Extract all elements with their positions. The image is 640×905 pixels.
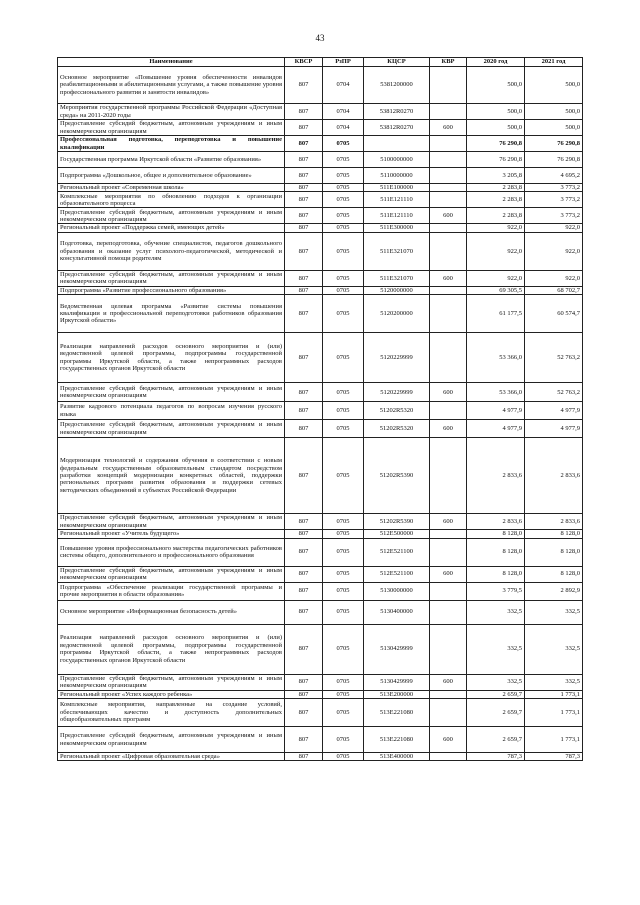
cell-2021: 332,5 <box>525 600 583 624</box>
cell-2021: 332,5 <box>525 674 583 690</box>
cell-rzpr: 0705 <box>323 224 364 232</box>
cell-name: Реализация направлений расходов основного мероприятия и (или) ведомственной целевой программы, подпрограммы государственной программы Иркутской области, а также непрограммных расходов государственных органов Иркутской области <box>58 333 285 383</box>
cell-kvr: 600 <box>430 120 467 136</box>
cell-rzpr: 0705 <box>323 514 364 530</box>
cell-rzpr: 0705 <box>323 232 364 270</box>
cell-rzpr: 0705 <box>323 582 364 600</box>
cell-2021: 3 773,2 <box>525 184 583 192</box>
cell-2021: 500,0 <box>525 67 583 104</box>
cell-kvr <box>430 184 467 192</box>
cell-kvr: 600 <box>430 208 467 224</box>
cell-2020: 2 283,8 <box>467 208 525 224</box>
cell-rzpr: 0705 <box>323 538 364 566</box>
cell-rzpr: 0705 <box>323 168 364 184</box>
cell-2020: 500,0 <box>467 67 525 104</box>
cell-rzpr: 0705 <box>323 674 364 690</box>
cell-2021: 922,0 <box>525 224 583 232</box>
cell-kvsr: 807 <box>285 514 323 530</box>
cell-kvr <box>430 192 467 208</box>
cell-2020: 332,5 <box>467 674 525 690</box>
cell-rzpr: 0705 <box>323 270 364 286</box>
cell-2021: 922,0 <box>525 232 583 270</box>
cell-kvsr: 807 <box>285 224 323 232</box>
cell-kvsr: 807 <box>285 232 323 270</box>
cell-name: Мероприятия государственной программы Российской Федерации «Доступная среда» на 2011-2020 годы <box>58 104 285 120</box>
cell-kcsr: 53812R0270 <box>364 104 430 120</box>
cell-rzpr: 0705 <box>323 402 364 420</box>
cell-kvsr: 807 <box>285 184 323 192</box>
cell-2021: 1 773,1 <box>525 699 583 727</box>
cell-rzpr: 0705 <box>323 566 364 582</box>
table-row <box>58 538 583 566</box>
cell-rzpr: 0705 <box>323 530 364 538</box>
table-row <box>58 120 583 136</box>
cell-kvsr: 807 <box>285 624 323 674</box>
cell-kcsr: 513E221080 <box>364 699 430 727</box>
cell-name: Региональный проект «Поддержка семей, имеющих детей» <box>58 224 285 232</box>
table-row <box>58 136 583 152</box>
cell-rzpr: 0705 <box>323 383 364 402</box>
cell-rzpr: 0704 <box>323 120 364 136</box>
header-2020: 2020 год <box>467 58 525 67</box>
table-row <box>58 530 583 538</box>
cell-kvr <box>430 67 467 104</box>
cell-kvsr: 807 <box>285 530 323 538</box>
cell-kvsr: 807 <box>285 136 323 152</box>
cell-kvsr: 807 <box>285 192 323 208</box>
cell-rzpr: 0705 <box>323 152 364 168</box>
table-row <box>58 270 583 286</box>
cell-kvsr: 807 <box>285 690 323 698</box>
cell-2020: 53 366,0 <box>467 383 525 402</box>
cell-kvr <box>430 168 467 184</box>
cell-2020: 8 128,0 <box>467 566 525 582</box>
table-row <box>58 208 583 224</box>
cell-kvr: 600 <box>430 566 467 582</box>
cell-2020: 53 366,0 <box>467 333 525 383</box>
cell-2020: 2 659,7 <box>467 727 525 753</box>
cell-2020: 76 290,8 <box>467 152 525 168</box>
cell-kcsr: 5120229999 <box>364 383 430 402</box>
cell-kcsr: 5120000000 <box>364 286 430 294</box>
cell-2021: 68 702,7 <box>525 286 583 294</box>
cell-2020: 500,0 <box>467 120 525 136</box>
cell-kcsr: 512E521100 <box>364 538 430 566</box>
cell-kcsr: 511E100000 <box>364 184 430 192</box>
cell-2021: 500,0 <box>525 104 583 120</box>
cell-2020: 2 283,8 <box>467 192 525 208</box>
cell-kcsr: 512E521100 <box>364 566 430 582</box>
cell-rzpr: 0705 <box>323 690 364 698</box>
cell-kvsr: 807 <box>285 600 323 624</box>
cell-kcsr: 5130429999 <box>364 674 430 690</box>
cell-kvr: 600 <box>430 674 467 690</box>
cell-name: Подготовка, переподготовка, обучение специалистов, педагогов дошкольного образования и оказание услуг психолого-педагогической, методической и консультативной помощи родителям <box>58 232 285 270</box>
cell-kvsr: 807 <box>285 104 323 120</box>
cell-2020: 787,3 <box>467 753 525 761</box>
cell-kcsr: 511E321070 <box>364 270 430 286</box>
cell-kvsr: 807 <box>285 727 323 753</box>
cell-name: Предоставление субсидий бюджетным, автономным учреждениям и иным некоммерческим организациям <box>58 420 285 438</box>
table-row <box>58 286 583 294</box>
cell-name: Подпрограмма «Развитие профессионального образования» <box>58 286 285 294</box>
cell-2021: 1 773,1 <box>525 727 583 753</box>
header-rzpr: РзПР <box>323 58 364 67</box>
cell-kcsr: 53812R0270 <box>364 120 430 136</box>
cell-kvsr: 807 <box>285 208 323 224</box>
cell-name: Реализация направлений расходов основного мероприятия и (или) ведомственной целевой программы, подпрограммы государственной программы Иркутской области, а также непрограммных расходов государственных органов Иркутской области <box>58 624 285 674</box>
cell-name: Региональный проект «Учитель будущего» <box>58 530 285 538</box>
cell-name: Профессиональная подготовка, переподготовка и повышение квалификации <box>58 136 285 152</box>
table-row <box>58 566 583 582</box>
cell-2020: 2 283,8 <box>467 184 525 192</box>
cell-kvr <box>430 402 467 420</box>
cell-2020: 2 833,6 <box>467 438 525 514</box>
cell-name: Региональный проект «Современная школа» <box>58 184 285 192</box>
cell-name: Предоставление субсидий бюджетным, автономным учреждениям и иным некоммерческим организациям <box>58 727 285 753</box>
table-row <box>58 582 583 600</box>
cell-2020: 4 977,9 <box>467 402 525 420</box>
header-name: Наименование <box>58 58 285 67</box>
cell-2021: 922,0 <box>525 270 583 286</box>
cell-2020: 922,0 <box>467 224 525 232</box>
cell-kvsr: 807 <box>285 582 323 600</box>
cell-name: Основное мероприятие «Информационная безопасность детей» <box>58 600 285 624</box>
cell-2021: 4 977,9 <box>525 420 583 438</box>
table-row <box>58 727 583 753</box>
cell-name: Предоставление субсидий бюджетным, автономным учреждениям и иным некоммерческим организациям <box>58 514 285 530</box>
cell-kcsr: 5130400000 <box>364 600 430 624</box>
cell-rzpr: 0704 <box>323 67 364 104</box>
table-row <box>58 690 583 698</box>
cell-rzpr: 0705 <box>323 333 364 383</box>
cell-2020: 922,0 <box>467 232 525 270</box>
cell-2020: 8 128,0 <box>467 538 525 566</box>
table-row <box>58 438 583 514</box>
table-row <box>58 152 583 168</box>
cell-name: Основное мероприятие «Повышение уровня обеспеченности инвалидов реабилитационными и абилитационными услугами, а также повышение уровня профессионального развития и занятости инвалидов» <box>58 67 285 104</box>
cell-name: Предоставление субсидий бюджетным, автономным учреждениям и иным некоммерческим организациям <box>58 674 285 690</box>
cell-2020: 69 305,5 <box>467 286 525 294</box>
cell-kvsr: 807 <box>285 438 323 514</box>
cell-kcsr: 5120229999 <box>364 333 430 383</box>
cell-2021: 76 290,8 <box>525 136 583 152</box>
cell-kvr <box>430 699 467 727</box>
cell-kcsr <box>364 136 430 152</box>
cell-kcsr: 5100000000 <box>364 152 430 168</box>
cell-kvsr: 807 <box>285 67 323 104</box>
table-row <box>58 104 583 120</box>
cell-kcsr: 513E221080 <box>364 727 430 753</box>
table-row <box>58 699 583 727</box>
cell-2021: 787,3 <box>525 753 583 761</box>
cell-kvr <box>430 152 467 168</box>
cell-kcsr: 511E300000 <box>364 224 430 232</box>
cell-kcsr: 5110000000 <box>364 168 430 184</box>
table-row <box>58 753 583 761</box>
cell-kvr <box>430 600 467 624</box>
table-row <box>58 402 583 420</box>
cell-name: Подпрограмма «Дошкольное, общее и дополнительное образование» <box>58 168 285 184</box>
cell-kvr <box>430 690 467 698</box>
cell-kvr <box>430 438 467 514</box>
table-row <box>58 333 583 383</box>
cell-rzpr: 0705 <box>323 753 364 761</box>
cell-kvsr: 807 <box>285 402 323 420</box>
header-kvsr: КВСР <box>285 58 323 67</box>
cell-2021: 76 290,8 <box>525 152 583 168</box>
cell-name: Предоставление субсидий бюджетным, автономным учреждениям и иным некоммерческим организациям <box>58 270 285 286</box>
header-kcsr: КЦСР <box>364 58 430 67</box>
cell-kcsr: 5130000000 <box>364 582 430 600</box>
cell-name: Повышение уровня профессионального мастерства педагогических работников системы общего, дополнительного и профессионального образования <box>58 538 285 566</box>
cell-name: Подпрограмма «Обеспечение реализации государственной программы и прочие мероприятия в области образования» <box>58 582 285 600</box>
cell-rzpr: 0705 <box>323 699 364 727</box>
table-row <box>58 600 583 624</box>
cell-kvr <box>430 295 467 333</box>
cell-kvsr: 807 <box>285 295 323 333</box>
table-row <box>58 420 583 438</box>
cell-kvsr: 807 <box>285 383 323 402</box>
cell-name: Региональный проект «Цифровая образовательная среда» <box>58 753 285 761</box>
cell-name: Развитие кадрового потенциала педагогов по вопросам изучения русского языка <box>58 402 285 420</box>
cell-2020: 332,5 <box>467 600 525 624</box>
cell-kvr: 600 <box>430 270 467 286</box>
cell-name: Ведомственная целевая программа «Развитие системы повышения квалификации и профессиональной переподготовки работников образования Иркутской области» <box>58 295 285 333</box>
table-row <box>58 192 583 208</box>
cell-kvr <box>430 624 467 674</box>
cell-kcsr: 511E121110 <box>364 208 430 224</box>
budget-table <box>57 57 583 761</box>
cell-name: Предоставление субсидий бюджетным, автономным учреждениям и иным некоммерческим организациям <box>58 208 285 224</box>
page-number: 43 <box>315 33 325 43</box>
cell-name: Региональный проект «Успех каждого ребенка» <box>58 690 285 698</box>
cell-rzpr: 0705 <box>323 295 364 333</box>
cell-kvr <box>430 286 467 294</box>
cell-rzpr: 0705 <box>323 420 364 438</box>
cell-kcsr: 51202R5320 <box>364 402 430 420</box>
cell-name: Предоставление субсидий бюджетным, автономным учреждениям и иным некоммерческим организациям <box>58 383 285 402</box>
cell-2021: 8 128,0 <box>525 538 583 566</box>
cell-rzpr: 0705 <box>323 286 364 294</box>
cell-rzpr: 0704 <box>323 104 364 120</box>
cell-kvr <box>430 224 467 232</box>
table-row <box>58 624 583 674</box>
cell-name: Предоставление субсидий бюджетным, автономным учреждениям и иным некоммерческим организациям <box>58 120 285 136</box>
cell-2020: 4 977,9 <box>467 420 525 438</box>
cell-rzpr: 0705 <box>323 184 364 192</box>
cell-kcsr: 513E400000 <box>364 753 430 761</box>
cell-name: Модернизация технологий и содержания обучения в соответствии с новым федеральным государственным образовательным стандартом посредством разработки концепций модернизации конкретных областей, поддержки региональных программ развития образования и поддержки сетевых методических объединений в субъектах Российской Федерации <box>58 438 285 514</box>
cell-kcsr: 51202R5390 <box>364 514 430 530</box>
table-row <box>58 184 583 192</box>
cell-kvsr: 807 <box>285 152 323 168</box>
cell-2020: 8 128,0 <box>467 530 525 538</box>
table-row <box>58 232 583 270</box>
cell-2020: 922,0 <box>467 270 525 286</box>
cell-2020: 76 290,8 <box>467 136 525 152</box>
cell-2021: 52 763,2 <box>525 333 583 383</box>
cell-kvsr: 807 <box>285 420 323 438</box>
cell-kcsr: 51202R5320 <box>364 420 430 438</box>
cell-kvsr: 807 <box>285 120 323 136</box>
cell-kvsr: 807 <box>285 566 323 582</box>
table-row <box>58 168 583 184</box>
cell-2020: 61 177,5 <box>467 295 525 333</box>
table-row <box>58 383 583 402</box>
table-row <box>58 514 583 530</box>
cell-kcsr: 512E500000 <box>364 530 430 538</box>
cell-2020: 2 833,6 <box>467 514 525 530</box>
cell-2021: 3 773,2 <box>525 192 583 208</box>
cell-2020: 500,0 <box>467 104 525 120</box>
cell-rzpr: 0705 <box>323 208 364 224</box>
cell-kcsr: 5130429999 <box>364 624 430 674</box>
cell-2021: 8 128,0 <box>525 530 583 538</box>
header-2021: 2021 год <box>525 58 583 67</box>
cell-name: Комплексные мероприятия, направленные на создание условий, обеспечивающих качество и доступность дополнительных общеобразовательных программ <box>58 699 285 727</box>
cell-2021: 500,0 <box>525 120 583 136</box>
cell-2020: 3 779,5 <box>467 582 525 600</box>
cell-2021: 1 773,1 <box>525 690 583 698</box>
cell-2021: 2 833,6 <box>525 514 583 530</box>
cell-rzpr: 0705 <box>323 136 364 152</box>
cell-2021: 2 833,6 <box>525 438 583 514</box>
cell-kvr: 600 <box>430 727 467 753</box>
cell-kvr <box>430 136 467 152</box>
cell-2020: 3 205,8 <box>467 168 525 184</box>
cell-rzpr: 0705 <box>323 624 364 674</box>
cell-kvsr: 807 <box>285 168 323 184</box>
table-header-row <box>58 58 583 67</box>
cell-kvr <box>430 232 467 270</box>
cell-kvsr: 807 <box>285 270 323 286</box>
cell-kvsr: 807 <box>285 333 323 383</box>
cell-2021: 4 695,2 <box>525 168 583 184</box>
cell-2020: 332,5 <box>467 624 525 674</box>
cell-kvr: 600 <box>430 420 467 438</box>
cell-kvsr: 807 <box>285 286 323 294</box>
cell-kvr: 600 <box>430 514 467 530</box>
cell-kvr: 600 <box>430 383 467 402</box>
cell-name: Комплексные мероприятия по обновлению подходов к организации образовательного процесса <box>58 192 285 208</box>
cell-name: Государственная программа Иркутской области «Развитие образования» <box>58 152 285 168</box>
table-row <box>58 224 583 232</box>
cell-kvsr: 807 <box>285 674 323 690</box>
cell-kvr <box>430 538 467 566</box>
cell-name: Предоставление субсидий бюджетным, автономным учреждениям и иным некоммерческим организациям <box>58 566 285 582</box>
header-kvr: КВР <box>430 58 467 67</box>
cell-kcsr: 511E121110 <box>364 192 430 208</box>
cell-rzpr: 0705 <box>323 438 364 514</box>
cell-rzpr: 0705 <box>323 600 364 624</box>
cell-2021: 8 128,0 <box>525 566 583 582</box>
cell-kcsr: 513E200000 <box>364 690 430 698</box>
cell-rzpr: 0705 <box>323 727 364 753</box>
cell-kcsr: 51202R5390 <box>364 438 430 514</box>
cell-2021: 60 574,7 <box>525 295 583 333</box>
cell-2021: 52 763,2 <box>525 383 583 402</box>
table-row <box>58 674 583 690</box>
cell-2021: 3 773,2 <box>525 208 583 224</box>
cell-rzpr: 0705 <box>323 192 364 208</box>
cell-kvsr: 807 <box>285 699 323 727</box>
cell-kvsr: 807 <box>285 753 323 761</box>
cell-kvr <box>430 530 467 538</box>
cell-kvr <box>430 582 467 600</box>
cell-kcsr: 511E321070 <box>364 232 430 270</box>
table-row <box>58 67 583 104</box>
cell-2020: 2 659,7 <box>467 690 525 698</box>
cell-kvsr: 807 <box>285 538 323 566</box>
cell-kvr <box>430 753 467 761</box>
cell-kvr <box>430 333 467 383</box>
cell-2021: 2 892,9 <box>525 582 583 600</box>
table-body <box>58 67 583 761</box>
cell-kcsr: 5120200000 <box>364 295 430 333</box>
cell-kcsr: 5381200000 <box>364 67 430 104</box>
cell-kvr <box>430 104 467 120</box>
cell-2020: 2 659,7 <box>467 699 525 727</box>
cell-2021: 332,5 <box>525 624 583 674</box>
cell-2021: 4 977,9 <box>525 402 583 420</box>
table-row <box>58 295 583 333</box>
